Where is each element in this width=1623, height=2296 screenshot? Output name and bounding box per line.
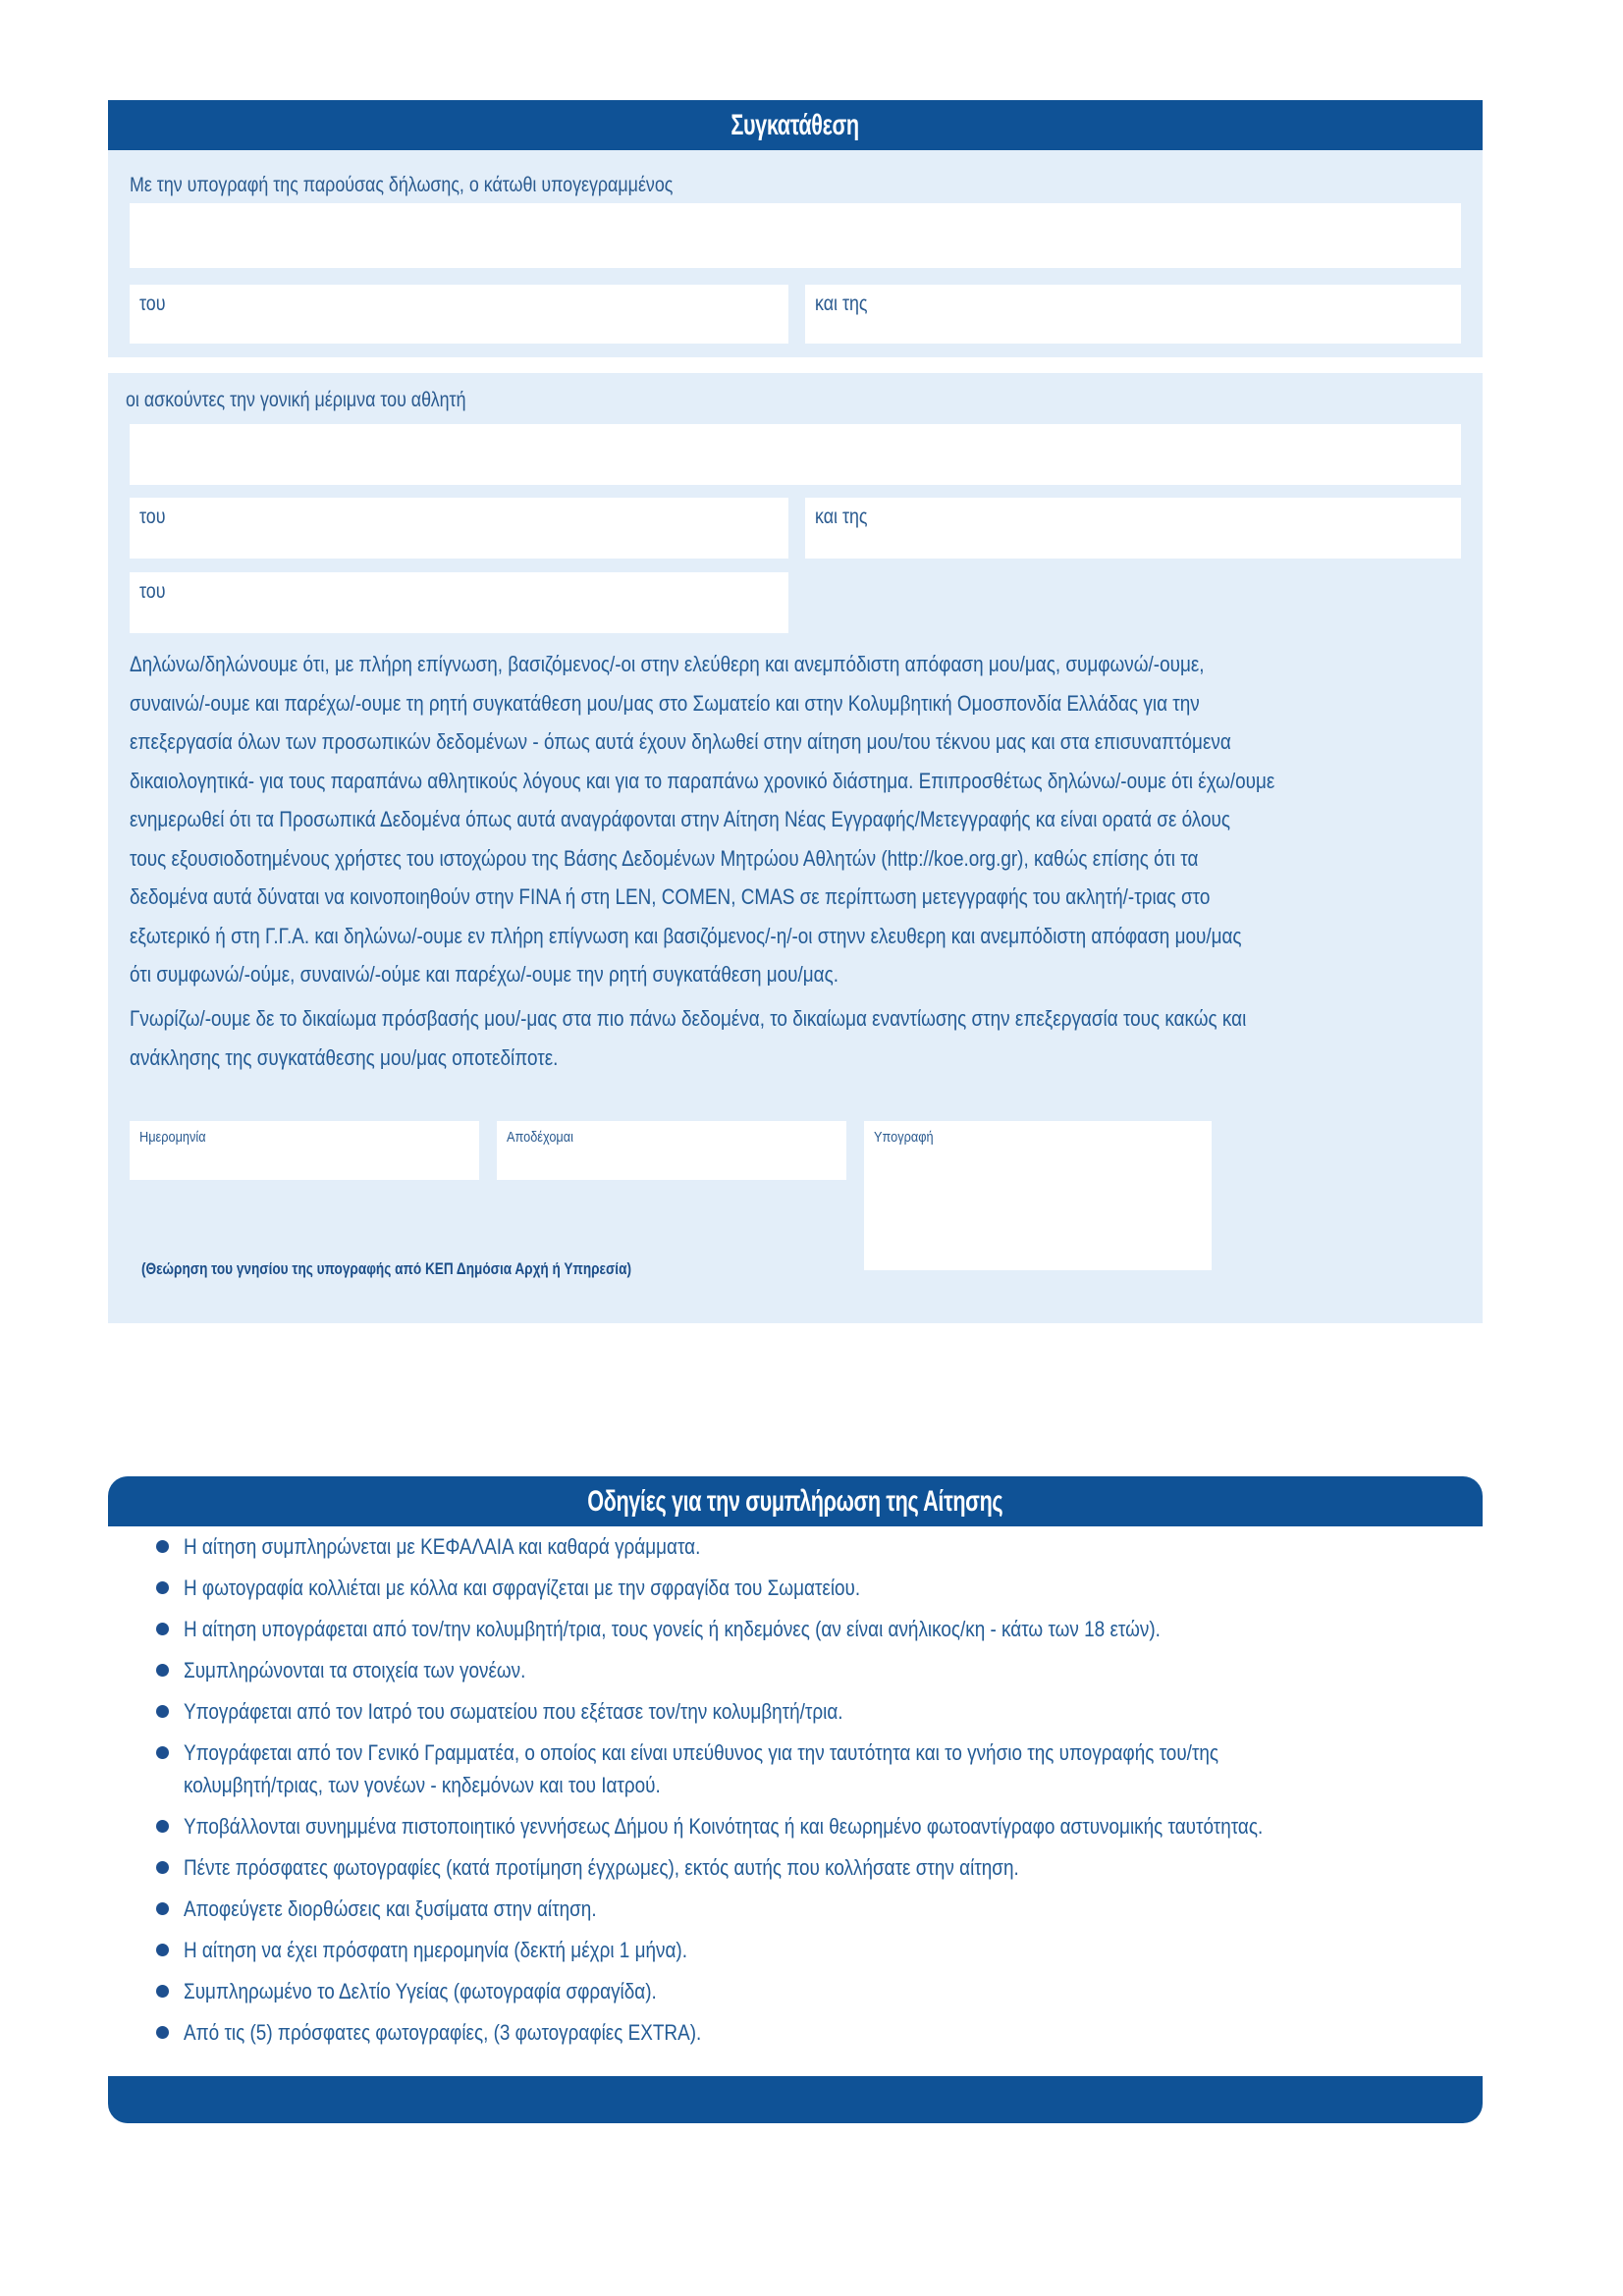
bullet-icon — [156, 1581, 169, 1594]
athlete-mother-label: και της — [815, 506, 868, 528]
signatory-intro-label: Με την υπογραφή της παρούσας δήλωσης, ο κάτωθι υπογεγραμμένος — [130, 174, 674, 196]
bullet-icon — [156, 1861, 169, 1874]
instruction-item — [154, 2016, 1489, 2049]
declaration-line: Δηλώνω/δηλώνουμε ότι, με πλήρη επίγνωση, βασιζόμενος/-οι στην ελεύθερη και ανεμπόδιστη απόφαση μου/μας, συμφωνώ/-ουμε, — [130, 652, 1205, 676]
instruction-text: Υπογράφεται από τον Ιατρό του σωματείου που εξέτασε τον/την κολυμβητή/τρια. — [184, 1699, 843, 1724]
bullet-icon — [156, 1985, 169, 1998]
rights-line: Γνωρίζω/-ουμε δε το δικαίωμα πρόσβασής μου/-μας στα πιο πάνω δεδομένα, το δικαίωμα εναντίωσης στην επεξεργασία τους κακώς και — [130, 1006, 1247, 1031]
consent-title: Συγκατάθεση — [730, 109, 860, 141]
accept-field[interactable] — [497, 1121, 846, 1180]
athlete-name-field[interactable] — [130, 572, 788, 633]
declaration-line: εξωτερικό ή στη Γ.Γ.Α. και δηλώνω/-ουμε εν πλήρη επίγνωση και βασιζόμενος/-η/-οι στηνν ελευθερη και ανεμπόδιστη απόφαση μου/μας — [130, 923, 1242, 948]
instruction-item — [154, 1613, 1489, 1645]
consent-section-header — [108, 100, 1483, 150]
declaration-line: συναινώ/-ουμε και παρέχω/-ουμε τη ρητή συγκατάθεση μου/μας στο Σωματείο και στην Κολυμβητική Ομοσπονδία Ελλάδας για την — [130, 690, 1200, 716]
instruction-text: Συμπληρώνονται τα στοιχεία των γονέων. — [184, 1658, 526, 1682]
instruction-item — [154, 1934, 1489, 1966]
instruction-text: Πέντε πρόσφατες φωτογραφίες (κατά προτίμηση έγχρωμες), εκτός αυτής που κολλήσατε στην αίτηση. — [184, 1855, 1019, 1880]
bullet-icon — [156, 2026, 169, 2039]
rights-paragraph — [130, 999, 1475, 1077]
instruction-item — [154, 1530, 1489, 1563]
instruction-text: Υποβάλλονται συνημμένα πιστοποιητικό γεννήσεως Δήμου ή Κοινότητας ή και θεωρημένο φωτοαντίγραφο αστυνομικής ταυτότητας. — [184, 1814, 1264, 1839]
bullet-icon — [156, 1746, 169, 1759]
instruction-text: Υπογράφεται από τον Γενικό Γραμματέα, ο οποίος και είναι υπεύθυνος για την ταυτότητα και το γνήσιο της υπογραφής του/της — [184, 1740, 1219, 1765]
instruction-item — [154, 1695, 1489, 1728]
guardians-panel — [108, 373, 1483, 1323]
guardians-name-field[interactable] — [130, 424, 1461, 485]
declaration-line: τους εξουσιοδοτημένους χρήστες του ιστοχώρου της Βάσης Δεδομένων Μητρώου Αθλητών (http://koe.org.gr), καθώς επίσης ότι τα — [130, 845, 1199, 871]
instruction-text: Από τις (5) πρόσφατες φωτογραφίες, (3 φωτογραφίες EXTRA). — [184, 2020, 702, 2045]
date-label: Ημερομηνία — [139, 1129, 206, 1146]
instruction-item — [154, 1736, 1489, 1801]
instruction-text: Η αίτηση υπογράφεται από τον/την κολυμβητή/τρια, τους γονείς ή κηδεμόνες (αν είναι ανήλικος/κη - κάτω των 18 ετών). — [184, 1617, 1161, 1641]
accept-label: Αποδέχομαι — [507, 1129, 573, 1146]
athlete-mother-field[interactable] — [805, 498, 1461, 559]
instructions-title: Οδηγίες για την συμπλήρωση της Αίτησης — [587, 1485, 1003, 1518]
date-field[interactable] — [130, 1121, 479, 1180]
instruction-item — [154, 1975, 1489, 2007]
declaration-line: ενημερωθεί ότι τα Προσωπικά Δεδομένα όπως αυτά αναγράφονται στην Αίτηση Νέας Εγγραφής/Μετεγγραφής κα είναι ορατά σε όλους — [130, 807, 1230, 831]
declaration-line: επεξεργασία όλων των προσωπικών δεδομένων - όπως αυτά έχουν δηλωθεί στην αίτηση μου/του τέκνου μας και στα επισυναπτόμενα — [130, 729, 1231, 754]
declaration-line: δικαιολογητικά- για τους παραπάνω αθλητικούς λόγους και για το παραπάνω χρονικό διάστημα. Επιπροσθέτως δηλώνω/-ουμε ότι έχω/ουμε — [130, 768, 1275, 793]
certification-note: (Θεώρηση του γνησίου της υπογραφής από ΚΕΠ Δημόσια Αρχή ή Υπηρεσία) — [141, 1259, 631, 1278]
instruction-text: Αποφεύγετε διορθώσεις και ξυσίματα στην αίτηση. — [184, 1896, 597, 1921]
signature-label: Υπογραφή — [874, 1129, 934, 1146]
declaration-line: ότι συμφωνώ/-ούμε, συναινώ/-ούμε και παρέχω/-ουμε την ρητή συγκατάθεση μου/μας. — [130, 962, 839, 987]
declaration-line: δεδομένα αυτά δύναται να κοινοποιηθούν στην FINA ή στη LEN, COMEN, CMAS σε περίπτωση μετεγγραφής του ακλητή/-τριας στο — [130, 884, 1211, 909]
athlete-of-label: του — [139, 580, 166, 603]
athlete-father-label: του — [139, 506, 166, 528]
instructions-section-header — [108, 1476, 1483, 1526]
instruction-item — [154, 1654, 1489, 1686]
bullet-icon — [156, 1944, 169, 1956]
footer-bar — [108, 2076, 1483, 2123]
signatory-mother-label: και της — [815, 293, 868, 315]
signatory-father-field[interactable] — [130, 285, 788, 344]
signatory-panel — [108, 150, 1483, 357]
instruction-item — [154, 1893, 1489, 1925]
signature-field[interactable] — [864, 1121, 1212, 1270]
signatory-name-field[interactable] — [130, 203, 1461, 268]
instruction-text: κολυμβητή/τριας, των γονέων - κηδεμόνων και του Ιατρού. — [184, 1773, 661, 1797]
bullet-icon — [156, 1623, 169, 1635]
instruction-text: Η αίτηση να έχει πρόσφατη ημερομηνία (δεκτή μέχρι 1 μήνα). — [184, 1938, 687, 1962]
guardians-label: οι ασκούντες την γονική μέριμνα του αθλητή — [126, 389, 466, 411]
instruction-text: Η αίτηση συμπληρώνεται με ΚΕΦΑΛΑΙΑ και καθαρά γράμματα. — [184, 1534, 701, 1559]
bullet-icon — [156, 1540, 169, 1553]
instructions-list — [154, 1530, 1489, 2057]
instruction-text: Η φωτογραφία κολλιέται με κόλλα και σφραγίζεται με την σφραγίδα του Σωματείου. — [184, 1575, 861, 1600]
bullet-icon — [156, 1705, 169, 1718]
athlete-father-field[interactable] — [130, 498, 788, 559]
bullet-icon — [156, 1902, 169, 1915]
instruction-text: Συμπληρωμένο το Δελτίο Υγείας (φωτογραφία σφραγίδα). — [184, 1979, 657, 2003]
declaration-paragraph — [130, 645, 1475, 994]
rights-line: ανάκλησης της συγκατάθεσης μου/μας οποτεδίποτε. — [130, 1044, 559, 1070]
instruction-item — [154, 1810, 1489, 1842]
signatory-mother-field[interactable] — [805, 285, 1461, 344]
bullet-icon — [156, 1664, 169, 1677]
signatory-father-label: του — [139, 293, 166, 315]
instruction-item — [154, 1572, 1489, 1604]
instruction-item — [154, 1851, 1489, 1884]
bullet-icon — [156, 1820, 169, 1833]
